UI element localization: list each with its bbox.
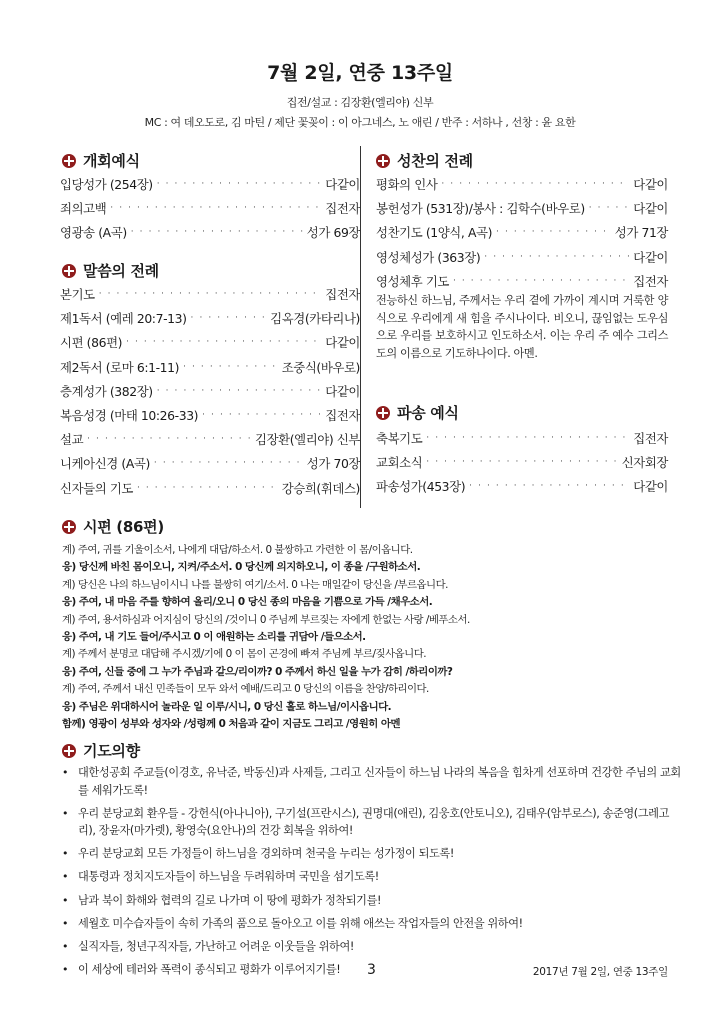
order-item-name: 제2독서 (로마 6:1-11) [60, 359, 180, 375]
section-word-heading [62, 260, 159, 281]
column-divider [360, 146, 361, 508]
intention-item [62, 892, 682, 910]
intention-item [62, 805, 682, 840]
leader-dots [191, 313, 267, 323]
order-item [376, 426, 668, 450]
intention-text: 남과 북이 화해와 협력의 길로 나가며 이 땅에 평화가 정착되기를! [78, 893, 382, 907]
bullet-icon: • [62, 916, 69, 930]
psalm-line: 계) 당신은 나의 하느님이시니 나를 불쌍히 여기/소서. 0 나는 매일같이 당신을 /부르옵니다. [62, 578, 448, 591]
leader-dots [496, 227, 611, 237]
psalm-line: 계) 주여, 용서하심과 어지심이 당신의 /것이니 0 주님께 부르짖는 자에게 한없는 사랑 /베푸소서. [62, 613, 470, 626]
leader-dots [154, 458, 303, 468]
intention-text: 대한성공회 주교들(이경호, 유낙준, 박동신)과 사제들, 그리고 신자들이 하느님 나라의 복음을 힘차게 선포하며 건강한 주님의 교회를 세워가도록! [78, 766, 681, 797]
order-item-role: 다같이 [633, 479, 668, 495]
order-item-role: 다같이 [325, 335, 360, 351]
prayer-intentions-list [62, 764, 682, 984]
leader-dots [453, 276, 629, 286]
bullet-icon: • [62, 847, 69, 861]
circled-cross-icon [62, 154, 76, 168]
order-item [376, 172, 668, 196]
order-item [60, 172, 360, 196]
order-item [60, 451, 360, 475]
psalm-line: 응) 주님은 위대하시어 놀라운 일 이루/시니, 0 당신 홀로 하느님/이시옵니다. [62, 700, 392, 713]
order-item [60, 220, 360, 244]
order-item-role: 강승희(휘데스) [281, 480, 360, 496]
leader-dots [131, 227, 303, 237]
circled-cross-icon [376, 406, 390, 420]
word-order-list [60, 282, 360, 500]
order-item-name: 설교 [60, 432, 84, 448]
order-item-role: 집전자 [325, 201, 360, 217]
psalm-line: 응) 주여, 신들 중에 그 누가 주님과 같으/리이까? 0 주께서 하신 일을 누가 감히 /하리이까? [62, 665, 453, 678]
order-item-name: 성찬기도 (1양식, A곡) [376, 225, 493, 241]
order-item-name: 죄의고백 [60, 201, 107, 217]
psalm-line: 응) 주여, 내 마음 주를 향하여 올리/오니 0 당신 종의 마음을 기쁨으로 가득 /채우소서. [62, 596, 433, 609]
order-item-role: 다같이 [633, 201, 668, 217]
intention-text: 우리 분당교회 환우들 - 강헌식(아나니아), 구기설(프란시스), 권명대(애린), 김웅호(안토니오), 김태우(암부로스), 송준영(그레고리), 장윤자(마가렛), 황영숙(요안나)의 건강 회복을 위하여! [78, 806, 669, 838]
circled-cross-icon [62, 744, 76, 758]
psalm-line: 응) 당신께 바친 몸이오니, 지켜/주소서. 0 당신께 의지하오니, 이 종을 /구원하소서. [62, 561, 421, 574]
intention-text: 우리 분당교회 모든 가정들이 하느님을 경외하며 천국을 누리는 성가정이 되도록! [78, 847, 454, 861]
circled-cross-icon [62, 520, 76, 534]
leader-dots [157, 179, 322, 189]
bullet-icon: • [62, 806, 69, 820]
order-item-name: 제1독서 (예레 20:7-13) [60, 311, 187, 327]
order-item-role: 김장환(엘리야) 신부 [255, 432, 360, 448]
intention-text: 이 세상에 테러와 폭력이 종식되고 평화가 이루어지기를! [78, 962, 341, 976]
bullet-icon: • [62, 962, 69, 976]
bullet-icon: • [62, 766, 69, 779]
opening-order-list [60, 172, 360, 245]
intention-item [62, 915, 682, 933]
leader-dots [183, 362, 278, 372]
leader-dots [99, 289, 322, 299]
order-item [60, 427, 360, 451]
order-item-role: 신자회장 [621, 455, 668, 471]
order-item-name: 영성체성가 (363장) [376, 249, 481, 265]
order-item-name: 파송성가(453장) [376, 479, 466, 495]
order-item-role: 집전자 [633, 431, 668, 447]
order-item [60, 403, 360, 427]
order-item-role: 집전자 [325, 287, 360, 303]
order-item-name: 본기도 [60, 287, 95, 303]
order-item [376, 450, 668, 474]
page-title: 7월 2일, 연중 13주일 [267, 62, 453, 84]
leader-dots [137, 483, 278, 493]
bullet-icon: • [62, 870, 69, 884]
psalm-line: 계) 주께서 분명코 대답해 주시겠/기에 0 이 몸이 곤경에 빠져 주님께 부르/짖사옵니다. [62, 648, 427, 661]
order-item-role: 다같이 [325, 177, 360, 193]
psalm-line: 계) 주여, 주께서 내신 민족들이 모두 와서 예배/드리고 0 당신의 이름을 찬양/하리이다. [62, 683, 429, 696]
order-item [376, 474, 668, 498]
psalm-verses [62, 542, 672, 733]
section-eucharist-heading [376, 150, 473, 171]
section-dismissal-heading [376, 402, 459, 423]
leader-dots [110, 203, 321, 213]
order-item [60, 476, 360, 500]
intention-item [62, 764, 682, 799]
order-item [60, 306, 360, 330]
order-item-name: 층계성가 (382장) [60, 383, 153, 399]
order-item-name: 니케아신경 (A곡) [60, 456, 150, 472]
leader-dots [589, 203, 630, 213]
order-item [376, 269, 668, 293]
order-item-name: 복음성경 (마태 10:26-33) [60, 408, 199, 424]
psalm-line: 응) 주여, 내 기도 들어/주시고 0 이 애원하는 소리를 귀담아 /들으소서. [62, 631, 366, 644]
leader-dots [426, 457, 617, 467]
order-item-name: 영광송 (A곡) [60, 225, 127, 241]
intention-text: 세월호 미수습자들이 속히 가족의 품으로 돌아오고 이를 위해 애쓰는 작업자들의 안전을 위하여! [78, 916, 523, 930]
order-item-name: 교회소식 [376, 455, 423, 471]
order-item-role: 성가 69장 [306, 225, 360, 241]
order-item-name: 입당성가 (254장) [60, 177, 153, 193]
order-item-role: 김옥경(카타리나) [270, 311, 360, 327]
order-item-name: 신자들의 기도 [60, 480, 133, 496]
credits-servers: MC : 여 데오도로, 김 마틴 / 제단 꽃꽂이 : 이 아그네스, 노 애린 / 반주 : 서하나 , 선창 : 윤 요한 [144, 116, 576, 129]
order-item-role: 성가 70장 [306, 456, 360, 472]
intention-text: 실직자들, 청년구직자들, 가난하고 어려운 이웃들을 위하여! [78, 939, 354, 953]
leader-dots [441, 179, 629, 189]
intention-item [62, 845, 682, 863]
order-item [60, 196, 360, 220]
order-item [60, 282, 360, 306]
section-title: 개회예식 [83, 152, 140, 170]
intention-item [62, 868, 682, 886]
order-item [60, 379, 360, 403]
order-item [60, 355, 360, 379]
dismissal-order-list [376, 426, 668, 499]
eucharist-order-list [376, 172, 668, 293]
section-title: 말씀의 전례 [83, 262, 159, 280]
post-communion-prayer: 전능하신 하느님, 주께서는 우리 곁에 가까이 계시며 거룩한 양식으로 우리에게 새 힘을 주시나이다. 비오니, 끊임없는 도우심으로 우리를 보호하시고 인도하소서. 이는 우리 주 예수 그리스도의 이름으로 기도하나이다. 아멘. [376, 294, 668, 360]
order-item-role: 다같이 [633, 249, 668, 265]
credits-celebrant: 집전/설교 : 김장환(엘리야) 신부 [286, 96, 434, 109]
circled-cross-icon [376, 154, 390, 168]
section-title: 성찬의 전례 [397, 152, 473, 170]
psalm-line: 함께) 영광이 성부와 성자와 /성령께 0 처음과 같이 지금도 그리고 /영원히 아멘 [62, 718, 400, 731]
order-item-name: 영성체후 기도 [376, 273, 449, 289]
order-item-name: 축복기도 [376, 431, 423, 447]
intention-item [62, 938, 682, 956]
leader-dots [484, 252, 629, 262]
order-item-role: 성가 71장 [614, 225, 668, 241]
psalm-line: 계) 주여, 귀를 기울이소서, 나에게 대답/하소서. 0 불쌍하고 가련한 이 몸/이옵니다. [62, 544, 413, 556]
order-item-role: 다같이 [325, 383, 360, 399]
order-item [376, 220, 668, 244]
intention-text: 대통령과 정치지도자들이 하느님을 두려워하며 국민을 섬기도록! [78, 870, 379, 884]
order-item [376, 196, 668, 220]
order-item-name: 봉헌성가 (531장)/봉사 : 김학수(바우로) [376, 201, 585, 217]
leader-dots [157, 386, 322, 396]
section-title: 기도의향 [83, 742, 140, 760]
order-item-name: 시편 (86편) [60, 335, 123, 351]
order-item-role: 집전자 [325, 408, 360, 424]
circled-cross-icon [62, 264, 76, 278]
section-intentions-heading [62, 740, 140, 761]
section-title: 파송 예식 [397, 404, 459, 422]
leader-dots [469, 481, 629, 491]
bullet-icon: • [62, 893, 69, 907]
leader-dots [87, 434, 251, 444]
leader-dots [202, 410, 321, 420]
order-item-name: 평화의 인사 [376, 177, 438, 193]
leader-dots [126, 337, 321, 347]
page-number: 3 [367, 962, 376, 978]
order-item [60, 330, 360, 354]
leader-dots [426, 433, 629, 443]
order-item-role: 집전자 [633, 273, 668, 289]
section-title: 시편 (86편) [83, 518, 164, 536]
order-item-role: 다같이 [633, 177, 668, 193]
section-psalm-heading [62, 516, 164, 537]
section-opening-heading [62, 150, 140, 171]
order-item [376, 245, 668, 269]
bullet-icon: • [62, 939, 69, 953]
order-item-role: 조중식(바우로) [281, 359, 360, 375]
footer-date: 2017년 7월 2일, 연중 13주일 [532, 966, 668, 978]
